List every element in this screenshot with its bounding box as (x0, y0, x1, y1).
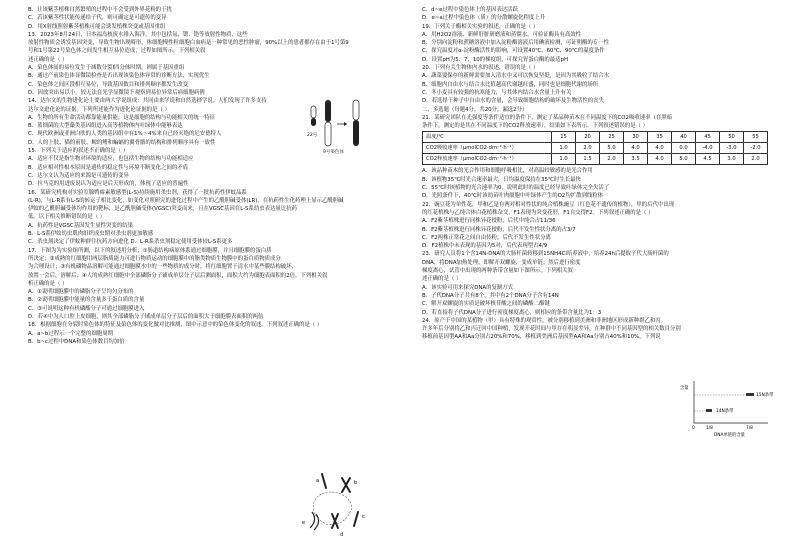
chromosome-9-icon (325, 100, 331, 146)
table-row-label: CO2释放速率（μmolCO2·dm⁻²·h⁻¹） (423, 154, 552, 165)
text-line: C．③可说明这种有机磷酯分子可通过细胞膜进入 (28, 305, 145, 312)
stage-label: a (316, 478, 320, 484)
figure-label: 22号 (307, 133, 318, 138)
stage-label: e (302, 520, 306, 526)
text-line: B．b~c过程中DNA和染色体数目均加倍 (28, 338, 125, 345)
figure-caption: 9号染色体 (323, 150, 344, 155)
text-line: B．分别向淀粉和蔗糖溶液中加入淀粉酶溶液后用碘液检测，可证明酶的专一性 (422, 40, 609, 47)
text-line: C．若该紫茎性状能传递给子代，则可确定是可遗传的变异 (28, 15, 167, 22)
cell-cycle-figure (292, 468, 378, 540)
band-label: 15N条带 (756, 393, 774, 398)
text-line: C．杀虫剂决定了伊蚊种群往抗药方向进化 D．L-R系杀虫剂稳定使用受体较L-S系更多 (28, 239, 233, 246)
text-line: 14．达尔文的生物进化论主要由两大学说组成：共同由来学说和自然选择学说。人们发现了许多支持 (28, 98, 267, 105)
table-cell: 3.0 (720, 154, 744, 165)
text-line: A．a~b过程示一个完整的细胞周期 (28, 330, 114, 337)
text-line: DNA，将DNA加热处理，即解开双螺旋，变成单链；然后进行密度 (422, 259, 581, 266)
right-column-top-text (422, 6, 794, 130)
text-line: D．e~a过程中染色体（质）的分散螺旋化程度上升 (422, 15, 546, 22)
stage-label: b (354, 480, 358, 486)
text-line: D．设置pH为5、7、10的梯度组，可探究胃蛋白酶的最适pH (422, 56, 569, 63)
text-line: 23．研究人员将1个含14N-DNA的大肠杆菌转移到15NH4Cl培养液中，培养24h后提取子代大肠杆菌的 (422, 251, 669, 258)
x-tick: 1/8 (706, 426, 713, 431)
text-line: C．冬小麦具有较强的抗寒能力，与其体内结合水含量上升有关 (422, 89, 572, 96)
text-line: A．F2紫茎植株进行同株异花授粉，后代中纯合占11/36 (422, 218, 556, 225)
text-line: D．F2植株中未表现的基因为5对，后代表现型占4/9 (422, 243, 548, 250)
table-cell: 2.0 (744, 154, 768, 165)
text-line: 16．某研究机构对实验室腺鸭霉素敏感型(L-S)持续施用杀虫剂，获得了一批抗药性伊蚊品系 (28, 189, 247, 196)
stage-label: c (362, 514, 365, 520)
translocated-chromosome-icon (353, 100, 359, 146)
text-line: B．适应相对性根本原因是遗传的稳定性与环境不断变化之间的矛盾 (28, 164, 189, 171)
text-line: 20．下列有关生物体内水的叙述，错误的是（ ） (422, 65, 539, 72)
table-cell: -4.0 (696, 143, 720, 154)
table-header-cell: 30 (624, 132, 648, 143)
text-line: A．生物的所有生命活动都靠能量供能，这是细胞的结构与功能相关的统一特征 (28, 114, 215, 121)
arrowhead-icon (344, 122, 347, 126)
table-cell: 1.0 (552, 154, 576, 165)
table-header-cell: 55 (744, 132, 768, 143)
text-line: 为合理设计；③有机磷物品溶解可能通过细胞膜水中的一些物质的成分时，将红细胞置于清水中某些膜结构破坏， (28, 264, 297, 271)
table-cell: -2.0 (744, 143, 768, 154)
text-line: 述正确的是（ ） (28, 56, 68, 63)
x-tick: 7/8 (746, 426, 753, 431)
text-line: 伊蚊的乙酰胆碱受体均作用的靶标，是乙酰胆碱受体(VGSC)突变而来，且在VGSC基因在L-S系幼虫表达量比抗药 (28, 206, 297, 213)
text-line: 低。以下相关推断错误的是（ ） (28, 214, 106, 221)
text-line: 放置一会后，溶解后；④人的成熟红细胞中全部磷脂分子铺成单层分子层后测面积，面积大约为细胞表面积的2倍。下列相关叙 (28, 272, 328, 279)
band-15n (746, 393, 754, 396)
text-line: 移植前基因型AA和Aa分别占20%和70%，移植到美洲后基因型AA和Aa分别占40%和10%，下列说 (422, 334, 661, 341)
table-cell: 2.0 (576, 143, 600, 154)
table-row-label: CO2吸收速率（μmolCO2·dm⁻²·h⁻¹） (423, 143, 552, 154)
text-line: 二、多选题（每题4分，共20分，漏选2分） (422, 106, 528, 113)
right-column-bottom-text (422, 167, 794, 341)
x-axis-label: DNA单链的含量 (714, 433, 745, 438)
text-line: D．人的上肢、猫的前肢、鲸的鳍和蝙蝠的翼骨骼的结构和排列顺序具有一致性 (28, 139, 216, 146)
text-line: A．染色体间的易位发生于减数分裂Ⅰ四分体时期，则属于基因重组 (28, 65, 185, 72)
table-cell: 4.5 (696, 154, 720, 165)
table-header-cell: 45 (696, 132, 720, 143)
left-column (28, 6, 400, 346)
x-tick: 0 (692, 426, 695, 431)
text-line: 15．下列关于适应的叙述不正确的是（ ） (28, 148, 129, 155)
text-line: D．因放突出易以小，较无法在光学显微镜下观察到易位异常后病细胞病例 (28, 89, 205, 96)
table-header-cell: 20 (576, 132, 600, 143)
right-column (422, 6, 794, 342)
stage-label: d (340, 532, 344, 538)
table-row (423, 154, 768, 165)
text-line: C．探究温度对α-淀粉酶活性的影响，可设置40℃、60℃、90℃的温度条件 (422, 48, 605, 55)
text-line: D．若直接将子代DNA分子进行密度梯度离心，则相应的条带含量比为1：3 (422, 309, 602, 316)
text-line: B．②说明细胞膜中能量的含量多于蛋白质的含量 (28, 297, 145, 304)
text-line: A．该实验可用来探究DNA的复制方式 (422, 284, 514, 291)
text-line: 梯度离心，试管中出现的两种条带含量如下图所示。下列相关叙 (422, 268, 573, 275)
text-line: B．子代DNA分子共有8个，其中有2个DNA分子含有14N (422, 292, 559, 299)
table-cell: 2.0 (600, 154, 624, 165)
table-cell: 4.0 (648, 143, 672, 154)
text-line: D．用X射线照射紫茎植株可能会诱发植株突变或基因重组 (28, 23, 166, 30)
text-line: 13．2023年8月24日，日本福岛核废水排入海洋，其中包括氚、锶、铯等放射性物质，这些 (28, 31, 248, 38)
text-line: A．抗药性是VGSC基因发生显性突变的结果 (28, 222, 133, 229)
table-cell: 1.0 (552, 143, 576, 154)
text-line: 所决定；②成熟的红细胞用两层脂质能力可进行物质运动的细胞膜中的脂类物质生物膜中的蛋白质物质成分 (28, 255, 281, 262)
dna-density-figure (680, 377, 776, 439)
text-line: C．现代欧洲或亚洲白肤的人类的基因组中有1%～4%来自已经灭绝的尼安德特人 (28, 131, 222, 138)
co2-rate-table (422, 131, 768, 165)
table-cell: 4.0 (624, 143, 648, 154)
text-line: 放射性物质会诱发基因突变，导致生物出现畸形。体细胞慢性粒细胞白血病是一种常见的恶性肿瘤，90%以上的患者都存在由于1号第9 (28, 40, 349, 47)
text-line: 号和1号第22号染色体之间发生相互易位造成，过程如图所示。下列相关叙 (28, 48, 206, 55)
table-header-cell: 40 (672, 132, 696, 143)
text-line: 22．豌豆花为单性花，甲和乙是有两对相对性状的纯合植株豌豆（红色花不遗传的植物），甲的后代中出现 (422, 201, 675, 208)
text-line: A．蔬菜要保存的新鲜需要加入清水中又可以恢复坚挺，是因为其吸收了结合水 (422, 73, 609, 80)
text-line: B．该植物35℃时光合速率最大，日均温度保持在35℃时生长最快 (422, 176, 581, 183)
text-line: D．光照条件下，40℃时该幼苗叶肉细胞中叶绿体产生的O2均扩散到线粒体 (422, 193, 604, 200)
text-line: 述正确的是（ ） (422, 276, 462, 283)
table-header-cell: 15 (552, 132, 576, 143)
text-line: 条件下，测定的是其在不同温度下的CO2释放速率），结果如下表所示。下列叙述错误的是（ ） (422, 123, 649, 130)
axis-lines (694, 381, 768, 423)
text-line: C．达尔文认为适应的来源是可遗传的变异 (28, 172, 129, 179)
y-axis-label: 含量 (680, 386, 689, 391)
table-row (423, 143, 768, 154)
text-line: C．染色体之间区段相互易位，导致基因数目和排列顺序都发生改变 (28, 81, 189, 88)
chromosome-translocation-figure (303, 96, 371, 156)
text-line: A．该品种苗木的光合作用和细胞呼吸相比，对高温较敏感的是光合作用 (422, 168, 593, 175)
text-line: (L-R)，与L-R系有L-S的转运子相比变化，如变化对照研究的进化过程中产生的乙酰胆碱受体(LR)，在抗药性生化药理上显示乙酰胆碱 (28, 197, 344, 204)
band-label: 14N条带 (716, 409, 734, 414)
table-header-cell: 25 (600, 132, 624, 143)
chromosome-22-icon (311, 106, 316, 126)
text-line: A．用H2O2溶液、新鲜肝脏研磨液和蒸馏水，可验证酶具有高效性 (422, 31, 582, 38)
text-line: D．拉马克的用进废说认为适应是后天形成的，体现了适应的普遍性 (28, 181, 189, 188)
table-header-cell: 50 (720, 132, 744, 143)
table-cell: 3.5 (624, 154, 648, 165)
text-line: B．蓝细菌的大型藻类基因组进入高等植物体内叶绿体中能够表达 (28, 123, 183, 130)
text-line: C．d~e过程中染色体上的基因表达活跃 (422, 7, 518, 13)
text-line: 17．下图为为实验组所测，以下的叙述用分析；①肠道结构病原体系通过细胞膜，并且细胞膜的蛋白质 (28, 247, 272, 254)
table-cell: 5.0 (672, 154, 696, 165)
text-line: B．细胞内自由水与结合水比值越高代谢越旺盛，同时也是细胞代谢的场所 (422, 81, 599, 88)
text-line: C．F2两株正常花之间自由传粉，后代不发生性状分离 (422, 234, 551, 241)
table-cell: -3.0 (720, 143, 744, 154)
text-line: 析正确的是（ ） (28, 280, 68, 287)
text-line: 21．某研究团队在光强度等条件适宜的条件下，测定了某品种苗木在不同温度下的CO2吸收速率（在黑暗 (422, 114, 673, 121)
text-line: 19．下列关于酶相关实验的叙述，正确的是（ ） (422, 23, 539, 30)
text-line: 24．原产于中国的某植物（甲）具有特殊的观赏性，被分别移植到美洲和非洲地区形成新种群乙和丙。 (422, 317, 667, 324)
text-line: B．L-S系伊蚊幼虫肌肉组织成虫期对杀虫剂更加敏感 (28, 231, 154, 238)
table-cell: 1.5 (576, 154, 600, 165)
text-line: B．F2紫茎植株进行同株异花授粉，后代不发生性状分离的占3/7 (422, 226, 576, 233)
text-line: C．55℃时该植物的光合速率为0，说明此时的温度已经导致叶绿体完全失活了 (422, 185, 610, 192)
text-line: D．若④中为人口腔上皮细胞，则其全部磷脂分子铺成单层分子层后的面积大于细胞膜表面积的两倍 (28, 313, 264, 320)
text-line: 达尔文进化论的证据。下列所述能作为进化论证据的是（ ） (28, 106, 170, 113)
text-line: 的红花植株与乙纯合体白花植株杂交，F1表现为突变花形，F1自交得F2。下列叙述正确的是（ ） (422, 209, 654, 216)
text-line: B．让该紫茎植株自然繁殖的过程中不会受到外界花粉的干扰 (28, 7, 172, 13)
band-14n (706, 409, 712, 412)
table-header-cell: 35 (648, 132, 672, 143)
text-line: B．通过产前染色体显微镜检查是否出现该染色体异常的诊断方法，实现优生 (28, 73, 210, 80)
text-line: A．适应不仅是指生物对环境的适应，也包括生物的结构与功能相适应 (28, 156, 194, 163)
table-cell: 4.0 (648, 154, 672, 165)
text-line: A．①说明细胞膜中的磷脂分子呈均匀分布的 (28, 289, 134, 296)
table-cell: 5.0 (600, 143, 624, 154)
table-cell: 0.0 (672, 143, 696, 154)
table-header-cell: 温度/℃ (423, 132, 552, 143)
table-header-row (423, 132, 768, 143)
text-line: C．解开双螺旋的实质是破坏核苷酸之间的磷酸二酯键 (422, 301, 550, 308)
text-line: 18．根据细胞在分裂时染色体的特征及染色体的变化做对比推测，图中示意中的染色体变化的叙述。下列叙述正确的是（ ） (28, 322, 323, 329)
text-line: 许多年后分别将乙和丙迁回中国种植，发现开花时间与甲存在明显差异，在种群中不同基因型的相关数目分别 (422, 326, 681, 333)
text-line: D．若选择干种子中自由水的含量，会导致细胞结构的破坏及生物活性的丧失 (422, 98, 605, 105)
